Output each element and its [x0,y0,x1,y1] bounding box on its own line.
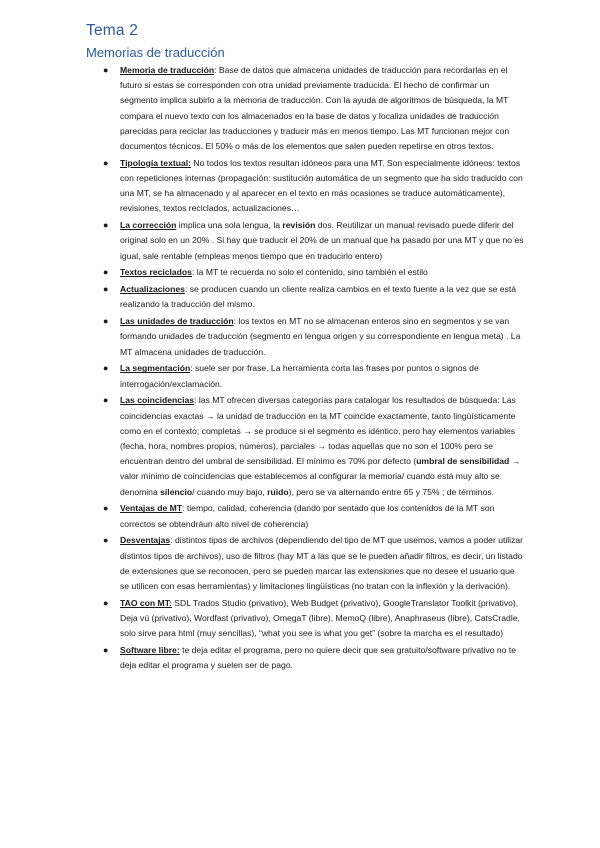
item-term: Desventajas [120,535,171,546]
bullet-icon: ● [103,220,109,231]
bullet-icon: ● [103,645,109,656]
item-text: : distintos tipos de archivos (dependiendo del tipo de MT que usemos, vamos a poder utilizar distintos tipos de archivos), uso de filtros (hay MT a las que se le pueden añadir filtros, es decir, un listado de extensiones que se reconocen, pero se pueden marcar las extensiones que no desee el usuario que se utilicen con esas herramientas) y limitaciones lingüísticas (no tratan con la inflexión y la derivación). [120,535,524,592]
item-text: : Base de datos que almacena unidades de traducción para recordarlas en el futuro si estas se corresponden con otra unidad previamente traducida. El hecho de confirmar un segmento implica subirlo a la memoria de traducción. Con la ayuda de algoritmos de búsqueda, la MT compara el nuevo texto con los almacenados en la base de datos y localiza unidades de traducción parecidas para reciclar las traducciones y traducir más en menos tiempo. Las MT funcionan mejor con documentos técnicos. El 50% o más de los elementos que salen pueden repetirse en otros textos. [120,65,510,152]
list-item [103,533,525,594]
item-term: La segmentación [120,363,191,374]
item-bold-text: umbral de sensibilidad [416,456,510,467]
list-item [103,361,525,391]
list-item [103,596,525,642]
item-text: : suele ser por frase. La herramienta corta las frases por puntos o signos de interrogación/exclamación. [120,363,479,389]
list-item [103,501,525,531]
item-text: : las MT ofrecen diversas categorías para catalogar los resultados de búsqueda: Las coincidencias exactas → la unidad de traducción en la MT coincide exactamente, tanto lingüísticamente como en el contexto; completas → se produce si el segmento es idéntico, pero hay elementos variables (fecha, hora, nombres propios, números), parciales → todas aquellas que no son el 100% pero se encuentran dentro del umbral de sensibilidad. El mínimo es 70% por defecto ( [120,395,516,467]
item-bold-text: ruido [267,486,289,497]
bullet-icon: ● [103,316,109,327]
list-item [103,63,525,154]
item-term: La corrección [120,220,177,231]
bullet-icon: ● [103,284,109,295]
bullet-icon: ● [103,157,109,168]
bullet-icon: ● [103,267,109,278]
item-term: Software libre: [120,645,180,656]
item-text: : los textos en MT no se almacenan enteros sino en segmentos y se van formando unidades de traducción (segmento en lengua origen y su correspondiente en lengua meta) . La MT almacena unidades de traducción. [120,316,521,357]
bullet-list [103,63,525,675]
bullet-icon: ● [103,395,109,406]
item-term: Las coincidencias [120,395,195,406]
bullet-icon: ● [103,597,109,608]
list-item [103,314,525,360]
bullet-icon: ● [103,65,109,75]
bullet-icon: ● [103,503,109,514]
bullet-icon: ● [103,363,109,374]
bullet-icon: ● [103,535,109,546]
item-term: TAO con MT: [120,597,172,608]
item-text: : se producen cuando un cliente realiza cambios en el texto fuente a la vez que se está realizando la traducción del mismo. [120,284,517,310]
item-text: dos. Reutilizar un manual revisado puede diferir del original solo en un 20% . Si hay que traducir el 20% de un manual que ha pasado por una MT y que no es igual, sale rentable (empleas menos tiempo que en traducirlo entero) [120,220,524,261]
item-bold-text: silencio [160,486,193,497]
list-item [103,393,525,499]
item-text: SDL Trados Studio (privativo), Web Budget (privativo), GoogleTranslator Toolkit (privativo), Deja vú (privativo), Wordfast (privativo), OmegaT (libre), MemoQ (libre), Anaphraseus (libre), CatsCradle, solo sirve para html (muy sencillas), “what you see is what you get” (sobre la marcha es el resultado) [120,597,520,639]
item-bold-text: revisión [282,220,316,231]
item-term: Memoria de traducción [120,65,215,75]
item-term: Las unidades de traducción [120,316,234,327]
item-term: Actualizaciones [120,284,185,295]
item-text: / cuando muy bajo, [192,486,268,497]
item-term: Tipología textual: [120,157,191,168]
list-item [103,282,525,312]
item-text: : la MT te recuerda no solo el contenido, sino también el estilo [191,267,428,278]
item-text: te deja editar el programa, pero no quiere decir que sea gratuito/software privativo no te deja editar el programa y suelen ser de pago. [120,645,517,671]
page-title: Tema 2 [86,22,139,39]
item-text: ), pero se va alternando entre 65 y 75% ; de términos. [288,486,495,497]
item-term: Ventajas de MT [120,503,183,514]
list-item [103,156,525,217]
item-text: : tiempo, calidad, coherencia (dando por sentado que los contenidos de la MT son correctos se obtendráun alto nivel de coherencia) [120,503,495,529]
section-heading: Memorias de traducción [86,45,225,60]
item-text: No todos los textos resultan idóneos para una MT. Son especialmente idóneos: textos con repeticiones internas (propagación: sustitución automática de un segmento que ha sido traducido con una MT, se ha almacenado y al aparecer en el texto en más ocasiones se traduce automáticamente), revisiones, textos reciclados, actualizaciones… [120,157,523,214]
item-text: → valor mínimo de coincidencias que establecemos al configurar la memoria/ cuando está muy alto se denomina [120,456,521,497]
list-item [103,643,525,673]
item-text: implica una sola lengua, la [176,220,283,231]
item-term: Textos reciclados [120,267,192,278]
list-item [103,218,525,264]
list-item [103,265,525,280]
